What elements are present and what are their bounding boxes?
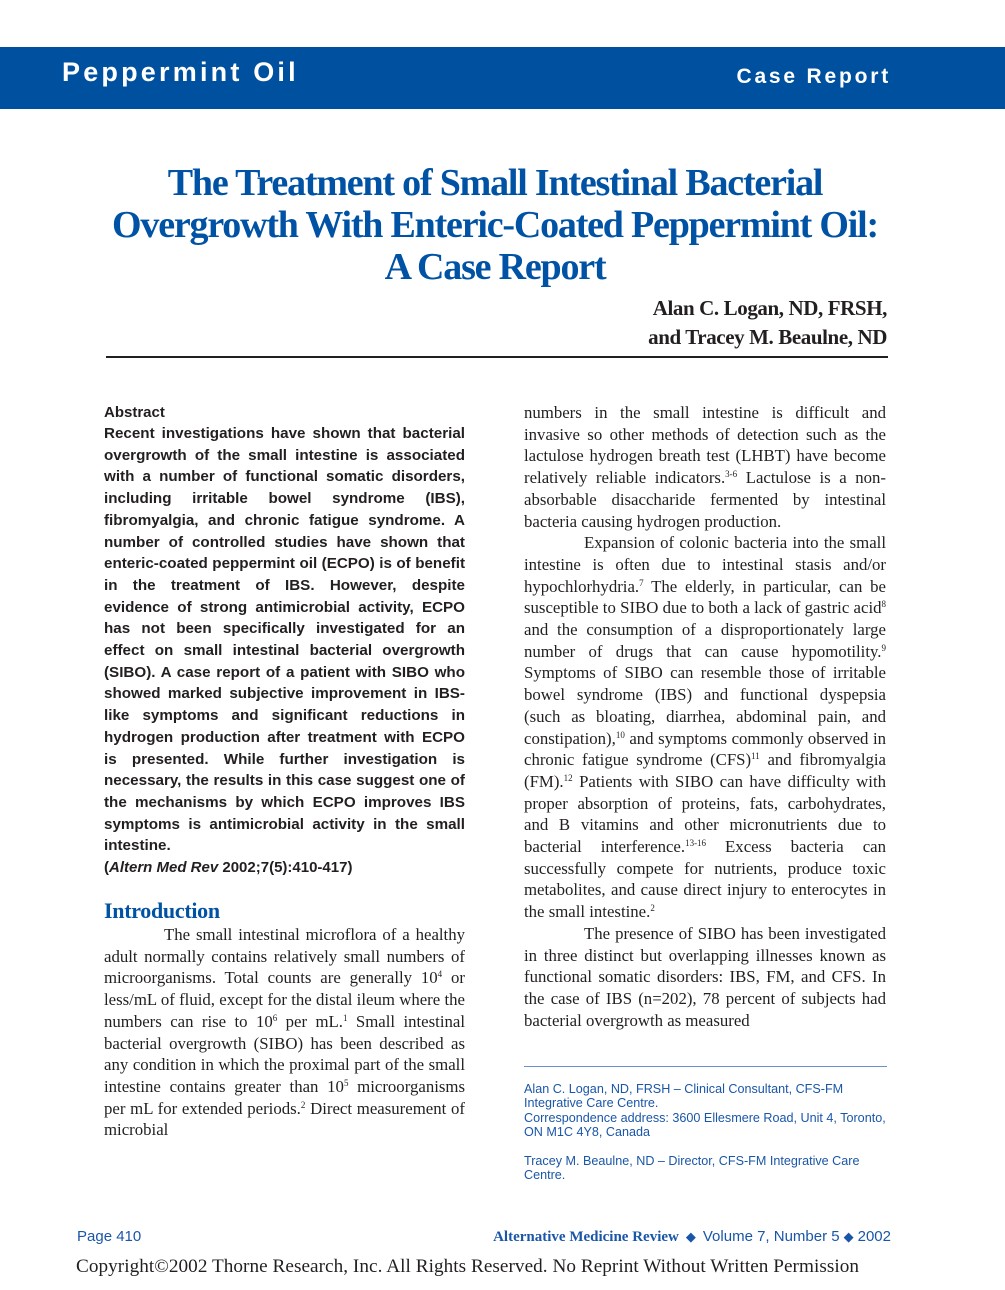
page-number: Page 410 xyxy=(77,1228,142,1245)
text-run: Expansion of colonic bacteria into the small intestine is often due to intestinal stasis and/or hypochlorhydria. xyxy=(524,533,886,596)
article-type-label: Case Report xyxy=(736,65,891,88)
reference-marker: 11 xyxy=(751,751,760,762)
reference-marker: 2 xyxy=(300,1099,306,1110)
reference-marker: 3-6 xyxy=(725,469,738,480)
text-run: numbers in the small intestine is difficult and invasive so other methods of detection such as the lactulose hydrogen breath test (LHBT) have become relatively reliable indicators. xyxy=(524,403,886,488)
text-run: The small intestinal microflora of a healthy adult normally contains relatively small numbers of microorganisms. Total counts are generally 10 xyxy=(104,925,465,988)
reference-marker: 10 xyxy=(615,729,625,740)
footnote-divider xyxy=(524,1066,887,1067)
left-column xyxy=(104,402,465,1141)
superscript: 5 xyxy=(343,1077,349,1088)
author-line-1: Alan C. Logan, ND, FRSH, xyxy=(652,296,887,320)
intro-paragraph-2 xyxy=(524,532,886,923)
citation-paren: ( xyxy=(104,859,109,877)
author-footnotes xyxy=(524,1082,889,1196)
intro-paragraph-1-continued xyxy=(524,402,886,532)
text-run: and the consumption of a disproportionately large number of drugs that can cause hypomotility. xyxy=(524,620,886,661)
right-column xyxy=(524,402,886,1031)
text-run: Symptoms of SIBO can resemble those of irritable bowel syndrome (IBS) and functional dyspepsia (such as bloating, diarrhea, abdominal pain, and constipation), xyxy=(524,663,886,748)
correspondence-address: Correspondence address: 3600 Ellesmere Road, Unit 4, Toronto, ON M1C 4Y8, Canada xyxy=(524,1110,886,1140)
article-title: The Treatment of Small Intestinal Bacterial Overgrowth With Enteric-Coated Peppermint Oil: A Case Report xyxy=(112,162,878,288)
topic-label: Peppermint Oil xyxy=(62,57,299,87)
text-run: Excess bacteria can successfully compete for nutrients, produce toxic metabolites, and cause direct injury to enterocytes in the small intestine. xyxy=(524,837,886,922)
intro-paragraph-3: The presence of SIBO has been investigated in three distinct but overlapping illnesses known as functional somatic disorders: IBS, FM, and CFS. In the case of IBS (n=202), 78 percent of subjects had bacterial overgrowth as measured xyxy=(524,923,886,1030)
reference-marker: 8 xyxy=(881,599,886,610)
citation-journal: Altern Med Rev xyxy=(109,859,219,877)
footnote-author-2: Tracey M. Beaulne, ND – Director, CFS-FM Integrative Care Centre. xyxy=(524,1153,860,1183)
citation-details: 2002;7(5):410-417) xyxy=(218,859,353,877)
text-run: The elderly, in particular, can be susceptible to SIBO due to both a lack of gastric acid xyxy=(524,576,886,618)
copyright-notice: Copyright©2002 Thorne Research, Inc. All Rights Reserved. No Reprint Without Written Permission xyxy=(76,1256,860,1277)
reference-marker: 7 xyxy=(639,577,644,588)
abstract-citation xyxy=(104,857,465,878)
diamond-icon: ◆ xyxy=(685,1229,696,1244)
footnote-text: Alan C. Logan, ND, FRSH – Clinical Consultant, CFS-FM Integrative Care Centre. xyxy=(524,1082,844,1111)
text-run: Direct measurement of microbial xyxy=(104,1098,465,1140)
introduction-body-right xyxy=(524,402,886,1031)
volume-issue: Volume 7, Number 5 xyxy=(702,1228,840,1245)
intro-paragraph-1 xyxy=(104,924,465,1141)
reference-marker: 9 xyxy=(881,642,886,653)
header-banner xyxy=(0,47,1005,109)
text-run: Lactulose is a non-absorbable disaccharide fermented by intestinal bacteria causing hydrogen production. xyxy=(524,468,886,531)
author-byline xyxy=(648,294,887,352)
diamond-icon: ◆ xyxy=(843,1229,854,1244)
journal-footer xyxy=(493,1228,891,1246)
reference-marker: 2 xyxy=(650,903,655,914)
superscript: 6 xyxy=(272,1012,278,1023)
publication-year: 2002 xyxy=(857,1228,891,1245)
reference-marker: 12 xyxy=(563,772,573,783)
text-run: microorganisms per mL for extended periods. xyxy=(104,1076,465,1118)
text-run: and fibromyalgia (FM). xyxy=(524,750,887,791)
journal-name: Alternative Medicine Review xyxy=(493,1229,679,1245)
introduction-body-left xyxy=(104,924,465,1141)
abstract-text: Recent investigations have shown that bacterial overgrowth of the small intestine is associated with a number of functional somatic disorders, including irritable bowel syndrome (IBS), fibromyalgia, and chronic fatigue syndrome. A number of controlled studies have shown that enteric-coated peppermint oil (ECPO) is of benefit in the treatment of IBS. However, despite evidence of strong antimicrobial activity, ECPO has not been specifically investigated for an effect on small intestinal bacterial overgrowth (SIBO). A case report of a patient with SIBO who showed marked subjective improvement in IBS-like symptoms and significant reductions in hydrogen production after treatment with ECPO is presented. While further investigation is necessary, the results in this case suggest one of the mechanisms by which ECPO improves IBS symptoms is antimicrobial activity in the small intestine. xyxy=(104,425,465,855)
abstract-heading: Abstract xyxy=(104,404,165,421)
title-divider xyxy=(106,356,888,358)
reference-marker: 13-16 xyxy=(685,838,707,849)
reference-marker: 1 xyxy=(343,1012,348,1023)
superscript: 4 xyxy=(437,969,443,980)
author-line-2: and Tracey M. Beaulne, ND xyxy=(648,325,887,349)
text-run: and symptoms commonly observed in chronic fatigue syndrome (CFS) xyxy=(524,728,886,770)
text-run: Patients with SIBO can have difficulty with proper absorption of proteins, fats, carbohydrates, and B vitamins and other micronutrients due to bacterial interference. xyxy=(524,771,886,857)
text-run: or less/mL of fluid, except for the distal ileum where the numbers can rise to 10 xyxy=(104,968,465,1031)
text-run: per mL. xyxy=(277,1011,343,1031)
text-run: Small intestinal bacterial overgrowth (SIBO) has been described as any condition in which the proximal part of the small intestine contains greater than 10 xyxy=(104,1011,465,1096)
footnote-author-1 xyxy=(524,1082,889,1140)
introduction-heading: Introduction xyxy=(104,898,220,924)
